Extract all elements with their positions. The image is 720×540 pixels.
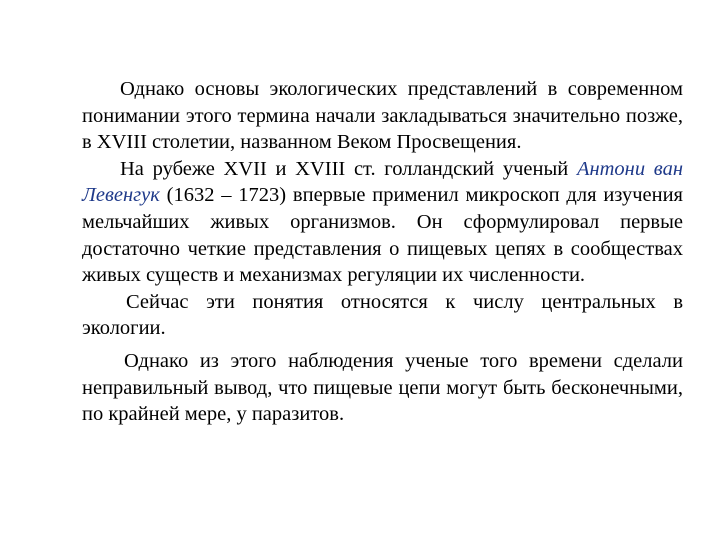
paragraph-wrong-conclusion: Однако из этого наблюдения ученые того времени сделали неправильный вывод, что пищевые цепи могут быть бесконечными, по крайней мере, у паразитов. xyxy=(82,349,683,426)
paragraph-leeuwenhoek-intro: На рубеже XVII и XVIII ст. голландский ученый xyxy=(120,157,577,180)
scientist-name: Антони ван Левенгук xyxy=(82,157,683,207)
paragraph-enlightenment: Однако основы экологических представлений в современном понимании этого термина начали закладываться значительно позже, в XVIII столетии, названном Веком Просвещения. xyxy=(82,78,683,154)
paragraph-central-concepts: Сейчас эти понятия относятся к числу центральных в экологии. xyxy=(82,290,683,340)
paragraph-leeuwenhoek xyxy=(82,156,683,289)
paragraph-leeuwenhoek-body: (1632 – 1723) впервые применил микроскоп для изучения мельчайших живых организмов. Он сформулировал первые достаточно четкие представления о пищевых цепях в сообществах живых существ и механизмах регуляции их численности. xyxy=(82,184,683,287)
text-block xyxy=(82,76,683,428)
